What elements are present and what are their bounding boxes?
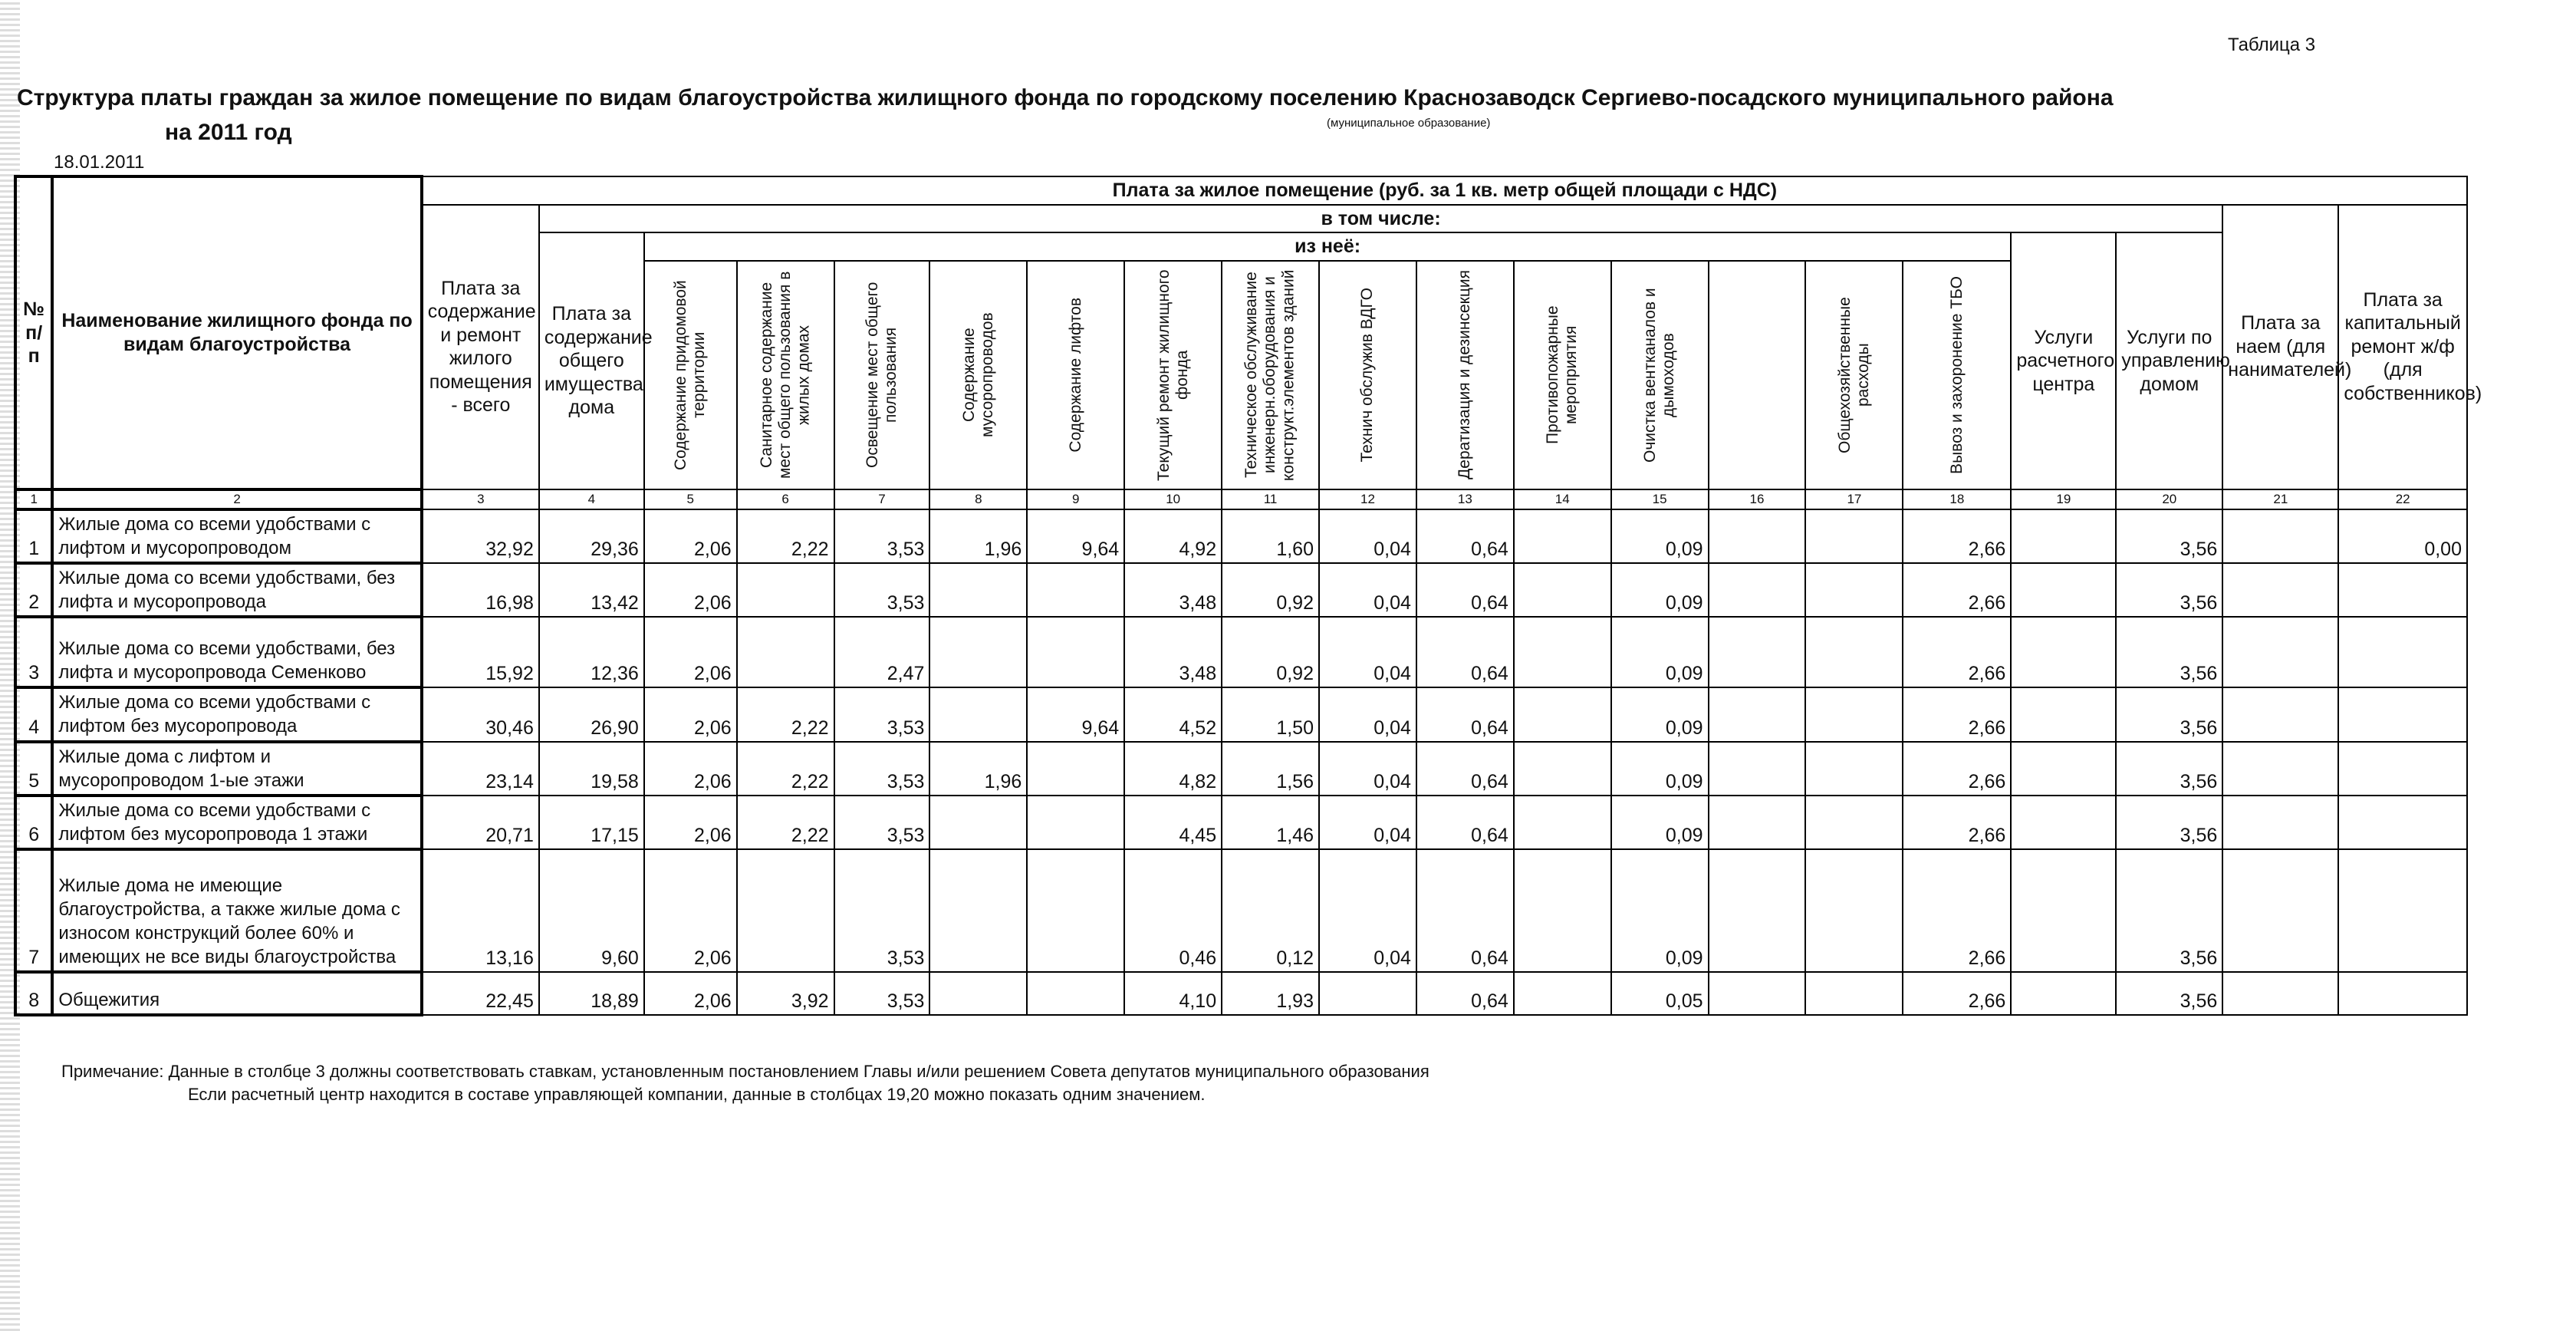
- col-header-management: Услуги по управлению домом: [2116, 232, 2222, 489]
- column-number-cell: 8: [929, 489, 1027, 509]
- value-cell-col-8: [929, 687, 1027, 741]
- value-cell-col-4: 18,89: [539, 972, 644, 1015]
- column-number-cell: 6: [737, 489, 834, 509]
- value-cell-col-19: [2011, 509, 2116, 563]
- value-cell-col-14: [1514, 742, 1611, 796]
- value-cell-col-8: 1,96: [929, 509, 1027, 563]
- value-cell-col-12: 0,04: [1319, 617, 1416, 687]
- column-number-cell: 4: [539, 489, 644, 509]
- value-cell-col-12: [1319, 972, 1416, 1015]
- housing-type-name: Жилые дома с лифтом и мусоропроводом 1-ые этажи: [52, 742, 421, 796]
- footnote-2: Если расчетный центр находится в составе управляющей компании, данные в столбцах 19,20 можно показать одним значением.: [188, 1085, 1206, 1104]
- value-cell-col-3: 15,92: [422, 617, 539, 687]
- value-cell-col-11: 1,56: [1222, 742, 1319, 796]
- value-cell-col-4: 26,90: [539, 687, 644, 741]
- value-cell-col-4: 13,42: [539, 563, 644, 617]
- fee-structure-table: [14, 175, 2482, 1016]
- value-cell-col-15: 0,09: [1611, 617, 1709, 687]
- value-cell-col-4: 12,36: [539, 617, 644, 687]
- value-cell-col-10: 4,52: [1124, 687, 1222, 741]
- value-cell-col-18: 2,66: [1903, 742, 2011, 796]
- value-cell-col-17: [1805, 742, 1903, 796]
- value-cell-col-13: 0,64: [1416, 617, 1514, 687]
- col-header-capital-repair: Плата за капитальный ремонт ж/ф (для собственников): [2338, 205, 2467, 489]
- document-title-year: на 2011 год: [165, 120, 292, 145]
- col-header-total: Плата за содержание и ремонт жилого помещения - всего: [422, 205, 539, 489]
- col-header-sub-label: Технич обслужив ВДГО: [1358, 287, 1377, 463]
- column-number-cell: 22: [2338, 489, 2467, 509]
- table-row: [15, 742, 2467, 796]
- col-header-sub-label: Содержание придомовой территории: [672, 279, 709, 470]
- col-header-sub-label: Техническое обслуживание инженерн.оборудования и конструкт.элементов зданий: [1242, 269, 1298, 481]
- col-header-rent: Плата за наем (для нанимателей): [2222, 205, 2338, 489]
- value-cell-col-8: [929, 617, 1027, 687]
- value-cell-col-16: [1709, 563, 1806, 617]
- value-cell-col-17: [1805, 563, 1903, 617]
- column-number-cell: 2: [52, 489, 421, 509]
- column-number-cell: 19: [2011, 489, 2116, 509]
- value-cell-col-16: [1709, 796, 1806, 849]
- value-cell-col-7: 3,53: [834, 972, 930, 1015]
- column-number-cell: 11: [1222, 489, 1319, 509]
- value-cell-col-5: 2,06: [644, 742, 737, 796]
- value-cell-col-7: 3,53: [834, 687, 930, 741]
- value-cell-col-22: [2338, 617, 2467, 687]
- group-header-fee: Плата за жилое помещение (руб. за 1 кв. метр общей площади с НДС): [422, 176, 2467, 205]
- value-cell-col-3: 32,92: [422, 509, 539, 563]
- value-cell-col-6: [737, 849, 834, 972]
- value-cell-col-17: [1805, 509, 1903, 563]
- column-number-cell: 12: [1319, 489, 1416, 509]
- col-header-name: Наименование жилищного фонда по видам благоустройства: [52, 176, 421, 489]
- value-cell-col-8: [929, 849, 1027, 972]
- value-cell-col-10: 0,46: [1124, 849, 1222, 972]
- value-cell-col-6: 2,22: [737, 742, 834, 796]
- value-cell-col-14: [1514, 687, 1611, 741]
- value-cell-col-11: 0,92: [1222, 563, 1319, 617]
- value-cell-col-3: 30,46: [422, 687, 539, 741]
- col-header-sub-label: Вывоз и захоронение ТБО: [1947, 275, 1966, 474]
- column-number-cell: 20: [2116, 489, 2222, 509]
- value-cell-col-13: 0,64: [1416, 563, 1514, 617]
- value-cell-col-22: [2338, 687, 2467, 741]
- row-number: 1: [15, 509, 52, 563]
- value-cell-col-22: [2338, 849, 2467, 972]
- row-number: 6: [15, 796, 52, 849]
- value-cell-col-17: [1805, 687, 1903, 741]
- row-number: 2: [15, 563, 52, 617]
- table-row: [15, 563, 2467, 617]
- col-header-sub-label: Противопожарные мероприятия: [1544, 305, 1581, 444]
- housing-type-name: Жилые дома со всеми удобствами с лифтом и мусоропроводом: [52, 509, 421, 563]
- value-cell-col-19: [2011, 796, 2116, 849]
- value-cell-col-11: 1,46: [1222, 796, 1319, 849]
- value-cell-col-9: [1027, 742, 1124, 796]
- col-header-sub-10: [1124, 261, 1222, 489]
- column-number-cell: 15: [1611, 489, 1709, 509]
- value-cell-col-22: [2338, 796, 2467, 849]
- value-cell-col-10: 4,45: [1124, 796, 1222, 849]
- column-number-cell: 9: [1027, 489, 1124, 509]
- col-header-sub-label: Освещение мест общего пользования: [863, 282, 900, 468]
- col-header-sub-5: [644, 261, 737, 489]
- row-number: 5: [15, 742, 52, 796]
- table-row: [15, 617, 2467, 687]
- value-cell-col-22: [2338, 742, 2467, 796]
- value-cell-col-12: 0,04: [1319, 509, 1416, 563]
- value-cell-col-9: 9,64: [1027, 509, 1124, 563]
- value-cell-col-12: 0,04: [1319, 742, 1416, 796]
- value-cell-col-8: 1,96: [929, 742, 1027, 796]
- value-cell-col-11: 1,50: [1222, 687, 1319, 741]
- value-cell-col-13: 0,64: [1416, 796, 1514, 849]
- value-cell-col-4: 19,58: [539, 742, 644, 796]
- value-cell-col-15: 0,09: [1611, 509, 1709, 563]
- col-header-sub-label: Содержание мусоропроводов: [959, 312, 996, 437]
- col-header-sub-6: [737, 261, 834, 489]
- value-cell-col-17: [1805, 972, 1903, 1015]
- value-cell-col-5: 2,06: [644, 509, 737, 563]
- value-cell-col-20: 3,56: [2116, 617, 2222, 687]
- value-cell-col-11: 1,93: [1222, 972, 1319, 1015]
- value-cell-col-8: [929, 563, 1027, 617]
- value-cell-col-14: [1514, 563, 1611, 617]
- column-number-cell: 7: [834, 489, 930, 509]
- value-cell-col-5: 2,06: [644, 796, 737, 849]
- value-cell-col-3: 22,45: [422, 972, 539, 1015]
- value-cell-col-14: [1514, 796, 1611, 849]
- value-cell-col-6: 3,92: [737, 972, 834, 1015]
- column-number-cell: 5: [644, 489, 737, 509]
- value-cell-col-19: [2011, 742, 2116, 796]
- value-cell-col-14: [1514, 509, 1611, 563]
- col-header-sub-11: [1222, 261, 1319, 489]
- col-header-sub-16: [1709, 261, 1806, 489]
- table-row: [15, 849, 2467, 972]
- col-header-sub-13: [1416, 261, 1514, 489]
- value-cell-col-10: 4,82: [1124, 742, 1222, 796]
- value-cell-col-13: 0,64: [1416, 972, 1514, 1015]
- value-cell-col-13: 0,64: [1416, 687, 1514, 741]
- value-cell-col-7: 3,53: [834, 563, 930, 617]
- value-cell-col-15: 0,09: [1611, 563, 1709, 617]
- value-cell-col-17: [1805, 849, 1903, 972]
- value-cell-col-18: 2,66: [1903, 509, 2011, 563]
- value-cell-col-10: 4,92: [1124, 509, 1222, 563]
- value-cell-col-20: 3,56: [2116, 742, 2222, 796]
- value-cell-col-9: [1027, 972, 1124, 1015]
- col-header-sub-label: Общехозяйственные расходы: [1835, 296, 1872, 453]
- value-cell-col-11: 1,60: [1222, 509, 1319, 563]
- value-cell-col-21: [2222, 687, 2338, 741]
- value-cell-col-9: [1027, 796, 1124, 849]
- col-header-sub-label: Текущий ремонт жилищного фонда: [1154, 269, 1191, 481]
- value-cell-col-6: 2,22: [737, 509, 834, 563]
- col-header-number: № п/п: [15, 176, 52, 489]
- value-cell-col-18: 2,66: [1903, 849, 2011, 972]
- column-number-cell: 3: [422, 489, 539, 509]
- value-cell-col-13: 0,64: [1416, 849, 1514, 972]
- value-cell-col-21: [2222, 617, 2338, 687]
- value-cell-col-21: [2222, 563, 2338, 617]
- table-label: Таблица 3: [2228, 35, 2316, 55]
- group-header-in-total: в том числе:: [539, 205, 2222, 233]
- table-row: [15, 509, 2467, 563]
- housing-type-name: Общежития: [52, 972, 421, 1015]
- column-number-cell: 14: [1514, 489, 1611, 509]
- value-cell-col-9: [1027, 563, 1124, 617]
- value-cell-col-11: 0,12: [1222, 849, 1319, 972]
- row-number: 7: [15, 849, 52, 972]
- value-cell-col-3: 13,16: [422, 849, 539, 972]
- value-cell-col-18: 2,66: [1903, 687, 2011, 741]
- value-cell-col-4: 29,36: [539, 509, 644, 563]
- value-cell-col-6: [737, 617, 834, 687]
- col-header-sub-14: [1514, 261, 1611, 489]
- value-cell-col-12: 0,04: [1319, 563, 1416, 617]
- housing-type-name: Жилые дома со всеми удобствами, без лифта и мусоропровода Семенково: [52, 617, 421, 687]
- value-cell-col-3: 23,14: [422, 742, 539, 796]
- col-header-sub-label: Содержание лифтов: [1066, 297, 1084, 453]
- value-cell-col-15: 0,05: [1611, 972, 1709, 1015]
- housing-type-name: Жилые дома со всеми удобствами с лифтом без мусоропровода: [52, 687, 421, 741]
- col-header-common-property: Плата за содержание общего имущества дома: [539, 232, 644, 489]
- value-cell-col-6: 2,22: [737, 796, 834, 849]
- column-number-cell: 18: [1903, 489, 2011, 509]
- col-header-sub-9: [1027, 261, 1124, 489]
- col-header-calc-center: Услуги расчетного центра: [2011, 232, 2116, 489]
- value-cell-col-7: 3,53: [834, 849, 930, 972]
- value-cell-col-16: [1709, 849, 1806, 972]
- group-header-of-which: из неё:: [644, 232, 2012, 261]
- col-header-sub-15: [1611, 261, 1709, 489]
- value-cell-col-22: [2338, 972, 2467, 1015]
- column-number-cell: 21: [2222, 489, 2338, 509]
- value-cell-col-13: 0,64: [1416, 509, 1514, 563]
- value-cell-col-15: 0,09: [1611, 687, 1709, 741]
- value-cell-col-21: [2222, 849, 2338, 972]
- table-row: [15, 796, 2467, 849]
- col-header-sub-label: Дератизация и дезинсекция: [1456, 270, 1474, 479]
- value-cell-col-13: 0,64: [1416, 742, 1514, 796]
- value-cell-col-21: [2222, 742, 2338, 796]
- value-cell-col-5: 2,06: [644, 972, 737, 1015]
- housing-type-name: Жилые дома со всеми удобствами с лифтом без мусоропровода 1 этажи: [52, 796, 421, 849]
- column-number-cell: 1: [15, 489, 52, 509]
- col-header-sub-18: [1903, 261, 2011, 489]
- value-cell-col-19: [2011, 687, 2116, 741]
- table-row: [15, 687, 2467, 741]
- value-cell-col-20: 3,56: [2116, 687, 2222, 741]
- value-cell-col-8: [929, 796, 1027, 849]
- value-cell-col-5: 2,06: [644, 687, 737, 741]
- value-cell-col-18: 2,66: [1903, 972, 2011, 1015]
- value-cell-col-5: 2,06: [644, 563, 737, 617]
- value-cell-col-8: [929, 972, 1027, 1015]
- row-number: 3: [15, 617, 52, 687]
- value-cell-col-22: [2338, 563, 2467, 617]
- table-row: [15, 972, 2467, 1015]
- col-header-sub-label: Очистка вентканалов и дымоходов: [1640, 287, 1678, 463]
- value-cell-col-17: [1805, 617, 1903, 687]
- value-cell-col-9: [1027, 617, 1124, 687]
- value-cell-col-16: [1709, 509, 1806, 563]
- value-cell-col-14: [1514, 849, 1611, 972]
- value-cell-col-20: 3,56: [2116, 796, 2222, 849]
- column-number-cell: 16: [1709, 489, 1806, 509]
- value-cell-col-7: 2,47: [834, 617, 930, 687]
- municipality-note: (муниципальное образование): [1327, 117, 1491, 130]
- value-cell-col-10: 3,48: [1124, 563, 1222, 617]
- value-cell-col-21: [2222, 796, 2338, 849]
- value-cell-col-15: 0,09: [1611, 796, 1709, 849]
- value-cell-col-16: [1709, 617, 1806, 687]
- value-cell-col-19: [2011, 563, 2116, 617]
- value-cell-col-7: 3,53: [834, 796, 930, 849]
- column-number-cell: 17: [1805, 489, 1903, 509]
- value-cell-col-6: 2,22: [737, 687, 834, 741]
- value-cell-col-10: 4,10: [1124, 972, 1222, 1015]
- value-cell-col-14: [1514, 617, 1611, 687]
- row-number: 8: [15, 972, 52, 1015]
- value-cell-col-18: 2,66: [1903, 563, 2011, 617]
- value-cell-col-20: 3,56: [2116, 849, 2222, 972]
- value-cell-col-3: 16,98: [422, 563, 539, 617]
- value-cell-col-20: 3,56: [2116, 509, 2222, 563]
- value-cell-col-20: 3,56: [2116, 563, 2222, 617]
- value-cell-col-21: [2222, 509, 2338, 563]
- col-header-sub-label: Санитарное содержание мест общего пользования в жилых домах: [757, 271, 813, 479]
- value-cell-col-16: [1709, 742, 1806, 796]
- value-cell-col-15: 0,09: [1611, 742, 1709, 796]
- value-cell-col-7: 3,53: [834, 509, 930, 563]
- value-cell-col-19: [2011, 617, 2116, 687]
- value-cell-col-19: [2011, 849, 2116, 972]
- row-number: 4: [15, 687, 52, 741]
- value-cell-col-4: 17,15: [539, 796, 644, 849]
- col-header-sub-17: [1805, 261, 1903, 489]
- value-cell-col-5: 2,06: [644, 849, 737, 972]
- value-cell-col-22: 0,00: [2338, 509, 2467, 563]
- column-number-cell: 10: [1124, 489, 1222, 509]
- value-cell-col-10: 3,48: [1124, 617, 1222, 687]
- value-cell-col-21: [2222, 972, 2338, 1015]
- value-cell-col-16: [1709, 972, 1806, 1015]
- value-cell-col-7: 3,53: [834, 742, 930, 796]
- value-cell-col-9: 9,64: [1027, 687, 1124, 741]
- value-cell-col-5: 2,06: [644, 617, 737, 687]
- housing-type-name: Жилые дома со всеми удобствами, без лифта и мусоропровода: [52, 563, 421, 617]
- col-header-sub-8: [929, 261, 1027, 489]
- column-number-cell: 13: [1416, 489, 1514, 509]
- value-cell-col-18: 2,66: [1903, 617, 2011, 687]
- housing-type-name: Жилые дома не имеющие благоустройства, а также жилые дома с износом конструкций более 60% и имеющих не все виды благоустройства: [52, 849, 421, 972]
- value-cell-col-12: 0,04: [1319, 687, 1416, 741]
- value-cell-col-19: [2011, 972, 2116, 1015]
- value-cell-col-12: 0,04: [1319, 849, 1416, 972]
- value-cell-col-6: [737, 563, 834, 617]
- value-cell-col-4: 9,60: [539, 849, 644, 972]
- value-cell-col-12: 0,04: [1319, 796, 1416, 849]
- col-header-sub-12: [1319, 261, 1416, 489]
- footnote-1: Примечание: Данные в столбце 3 должны соответствовать ставкам, установленным постановлением Главы и/или решением Совета депутатов муниципального образования: [61, 1062, 1429, 1081]
- value-cell-col-3: 20,71: [422, 796, 539, 849]
- value-cell-col-18: 2,66: [1903, 796, 2011, 849]
- value-cell-col-9: [1027, 849, 1124, 972]
- value-cell-col-20: 3,56: [2116, 972, 2222, 1015]
- value-cell-col-16: [1709, 687, 1806, 741]
- value-cell-col-11: 0,92: [1222, 617, 1319, 687]
- document-title: Структура платы граждан за жилое помещение по видам благоустройства жилищного фонда по городскому поселению Краснозаводск Сергиево-посадского муниципального района: [17, 85, 2114, 110]
- value-cell-col-15: 0,09: [1611, 849, 1709, 972]
- value-cell-col-17: [1805, 796, 1903, 849]
- document-date: 18.01.2011: [54, 152, 145, 173]
- value-cell-col-14: [1514, 972, 1611, 1015]
- col-header-sub-7: [834, 261, 930, 489]
